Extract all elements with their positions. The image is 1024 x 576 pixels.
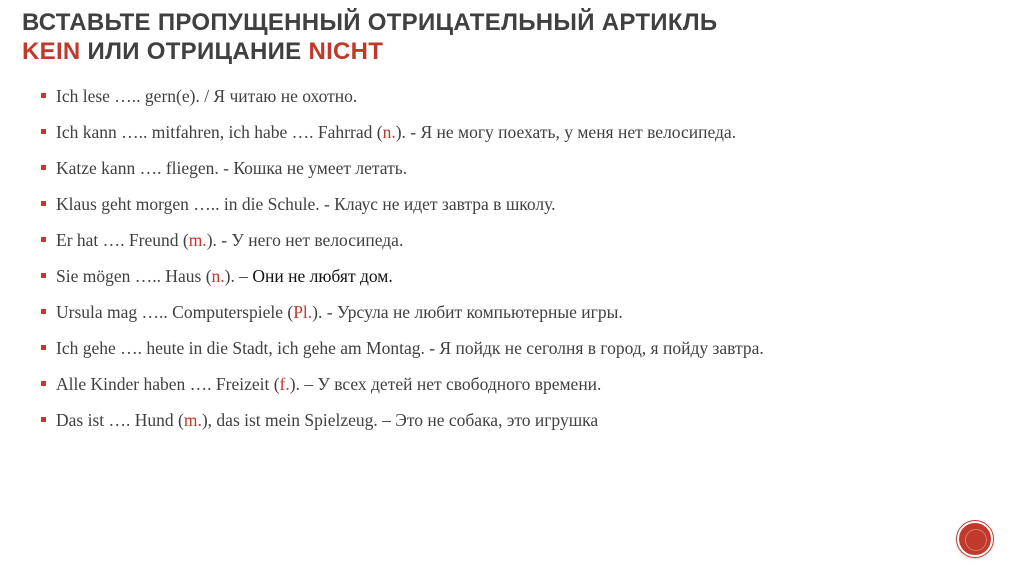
bullet-square-icon [41,129,46,134]
list-item: Ich gehe …. heute in die Stadt, ich gehe am Montag. - Я пойдк не сеголня в город, я пойду завтра. [40,337,840,359]
bullet-square-icon [41,273,46,278]
translation-text: Они не любят дом. [252,266,393,286]
title-nicht: NICHT [308,38,384,65]
bullet-square-icon [41,417,46,422]
badge-ring-icon [965,529,987,551]
bullet-square-icon [41,309,46,314]
gender-tag: m. [183,410,202,430]
list-item: Das ist …. Hund (m.), das ist mein Spielzeug. – Это не собака, это игрушка [40,409,840,431]
list-item: Katze kann …. fliegen. - Кошка не умеет летать. [40,157,840,179]
gender-tag: Pl. [293,302,313,322]
bullet-square-icon [41,345,46,350]
slide-title [22,8,982,66]
bullet-square-icon [41,201,46,206]
gender-tag: n. [211,266,225,286]
list-item: Ich kann ….. mitfahren, ich habe …. Fahrrad (n.). - Я не могу поехать, у меня нет велосипеда. [40,121,840,143]
list-item: Sie mögen ….. Haus (n.). – Они не любят дом. [40,265,840,287]
list-item: Ursula mag ….. Computerspiele (Pl.). - Урсула не любит компьютерные игры. [40,301,840,323]
bullet-square-icon [41,165,46,170]
gender-tag: m. [188,230,207,250]
exercise-list [40,85,840,445]
title-middle: ИЛИ ОТРИЦАНИЕ [80,38,309,65]
title-kein: KEIN [22,38,81,65]
title-line1: ВСТАВЬТЕ ПРОПУЩЕННЫЙ ОТРИЦАТЕЛЬНЫЙ АРТИКЛЬ [22,9,718,36]
list-item: Klaus geht morgen ….. in die Schule. - Клаус не идет завтра в школу. [40,193,840,215]
slide-number-badge [957,521,993,557]
bullet-square-icon [41,93,46,98]
list-item: Er hat …. Freund (m.). - У него нет велосипеда. [40,229,840,251]
bullet-square-icon [41,237,46,242]
list-item: Ich lese ….. gern(e). / Я читаю не охотно. [40,85,840,107]
gender-tag: n. [382,122,396,142]
list-item: Alle Kinder haben …. Freizeit (f.). – У всех детей нет свободного времени. [40,373,840,395]
gender-tag: f. [279,374,290,394]
bullet-square-icon [41,381,46,386]
